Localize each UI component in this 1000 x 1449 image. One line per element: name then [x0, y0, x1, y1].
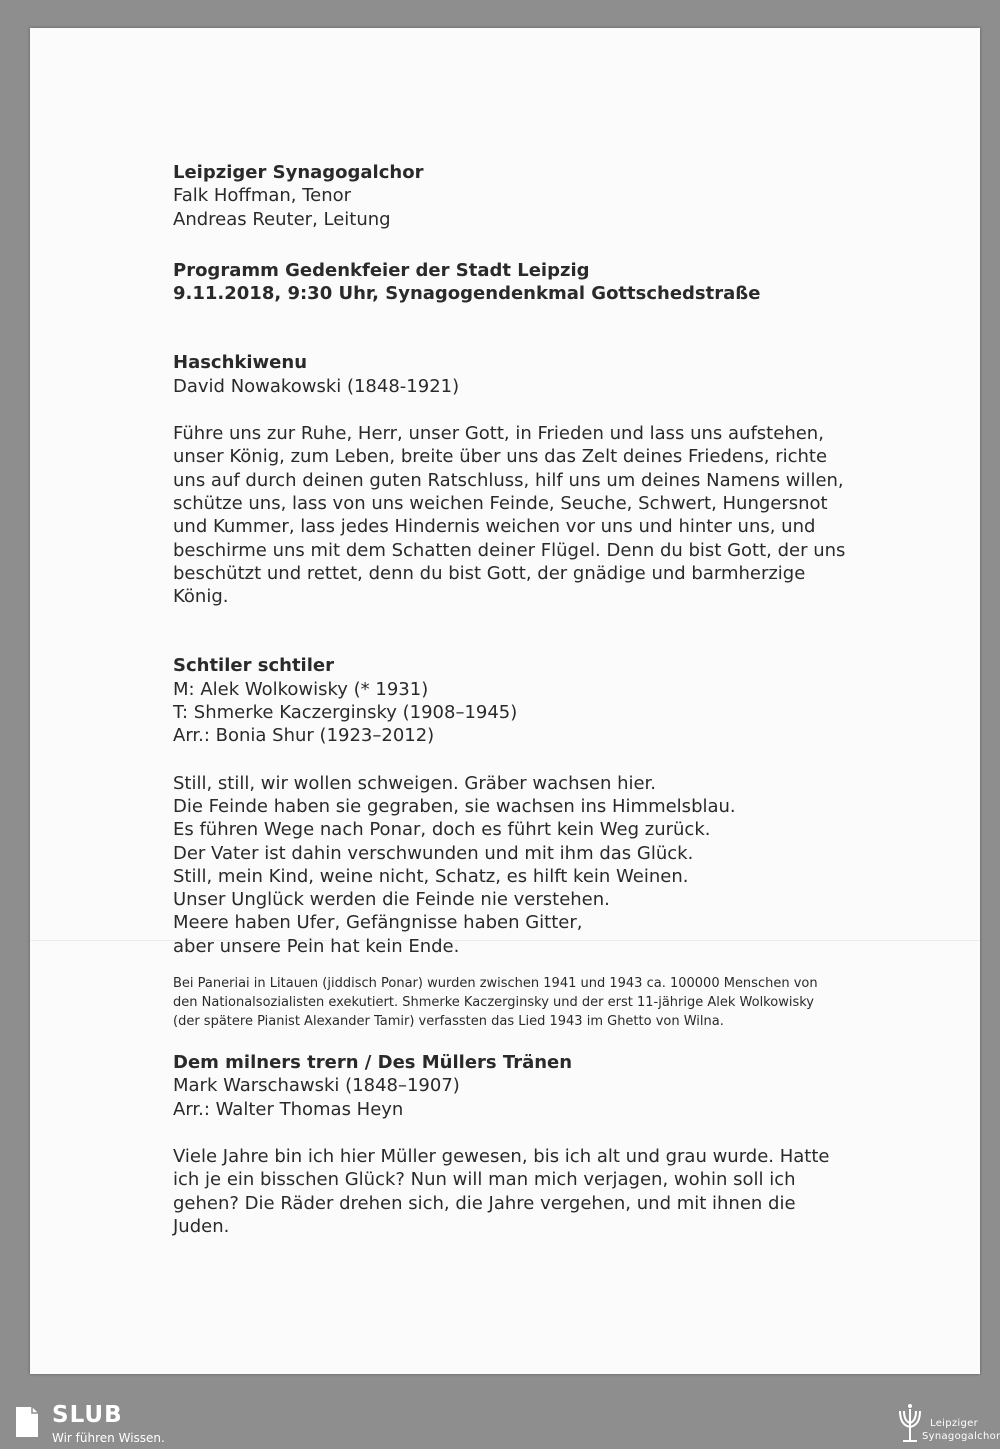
text-line: aber unsere Pein hat kein Ende.: [173, 935, 460, 957]
document-page: [30, 28, 980, 1374]
library-name: SLUB: [52, 1402, 123, 1428]
piece-credit: M: Alek Wolkowisky (* 1931): [173, 678, 429, 700]
text-line: schütze uns, lass von uns weichen Feinde, Seuche, Schwert, Hungersnot: [173, 492, 828, 514]
piece-credit: Mark Warschawski (1848–1907): [173, 1075, 460, 1097]
library-slogan: Wir führen Wissen.: [52, 1431, 165, 1445]
piece-title: Haschkiwenu: [173, 352, 308, 374]
slub-logo-icon: [12, 1405, 42, 1439]
piece-text: [173, 1145, 913, 1238]
text-line: Der Vater ist dahin verschwunden und mit ihm das Glück.: [173, 842, 694, 864]
piece-credit: Arr.: Walter Thomas Heyn: [173, 1098, 404, 1120]
note-line: den Nationalsozialisten exekutiert. Shmerke Kaczerginsky und der erst 11-jährige Alek Wolkowisky: [173, 995, 814, 1011]
note-line: Bei Paneriai in Litauen (jiddisch Ponar) wurden zwischen 1941 und 1943 ca. 100000 Menschen von: [173, 976, 818, 992]
menorah-icon: [895, 1401, 925, 1445]
conductor-credit: Andreas Reuter, Leitung: [173, 208, 391, 230]
text-line: unser König, zum Leben, breite über uns das Zelt deines Friedens, richte: [173, 446, 828, 468]
text-line: Die Feinde haben sie gegraben, sie wachsen ins Himmelsblau.: [173, 795, 736, 817]
library-footer: [0, 1399, 1000, 1449]
choir-logo-text: Leipziger: [930, 1418, 979, 1429]
text-line: beschützt und rettet, denn du bist Gott, der gnädige und barmherzige: [173, 562, 806, 584]
text-line: Meere haben Ufer, Gefängnisse haben Gitter,: [173, 912, 583, 934]
note-line: (der spätere Pianist Alexander Tamir) verfassten das Lied 1943 im Ghetto von Wilna.: [173, 1014, 724, 1030]
tenor-credit: Falk Hoffman, Tenor: [173, 185, 352, 207]
text-line: Viele Jahre bin ich hier Müller gewesen, bis ich alt und grau wurde. Hatte: [173, 1145, 830, 1167]
event-date-place: 9.11.2018, 9:30 Uhr, Synagogendenkmal Gottschedstraße: [173, 283, 761, 305]
piece-credit: David Nowakowski (1848-1921): [173, 375, 460, 397]
text-line: gehen? Die Räder drehen sich, die Jahre vergehen, und mit ihnen die: [173, 1192, 796, 1214]
historical-note: [173, 974, 913, 1031]
text-line: Führe uns zur Ruhe, Herr, unser Gott, in Frieden und lass uns aufstehen,: [173, 423, 824, 445]
choir-name: Leipziger Synagogalchor: [173, 162, 424, 183]
piece-text: [173, 772, 913, 958]
piece-title: Dem milners trern / Des Müllers Tränen: [173, 1052, 573, 1074]
text-line: König.: [173, 586, 229, 608]
choir-logo-text: Synagogalchor: [922, 1431, 1000, 1442]
piece-credit: Arr.: Bonia Shur (1923–2012): [173, 725, 435, 747]
text-line: beschirme uns mit dem Schatten deiner Flügel. Denn du bist Gott, der uns: [173, 539, 846, 561]
text-line: und Kummer, lass jedes Hindernis weichen vor uns und hinter uns, und: [173, 516, 816, 538]
text-line: Unser Unglück werden die Feinde nie verstehen.: [173, 889, 610, 911]
piece-title: Schtiler schtiler: [173, 655, 334, 677]
piece-text: [173, 422, 913, 608]
text-line: ich je ein bisschen Glück? Nun will man mich verjagen, wohin soll ich: [173, 1169, 796, 1191]
piece-credit: T: Shmerke Kaczerginsky (1908–1945): [173, 702, 518, 724]
text-line: Still, mein Kind, weine nicht, Schatz, es hilft kein Weinen.: [173, 865, 689, 887]
text-line: uns auf durch deinen guten Ratschluss, hilf uns um deines Namens willen,: [173, 469, 844, 491]
page-content: [173, 161, 913, 1238]
text-line: Es führen Wege nach Ponar, doch es führt kein Weg zurück.: [173, 819, 711, 841]
text-line: Juden.: [173, 1215, 230, 1237]
text-line: Still, still, wir wollen schweigen. Gräber wachsen hier.: [173, 772, 657, 794]
event-title: Programm Gedenkfeier der Stadt Leipzig: [173, 259, 590, 281]
